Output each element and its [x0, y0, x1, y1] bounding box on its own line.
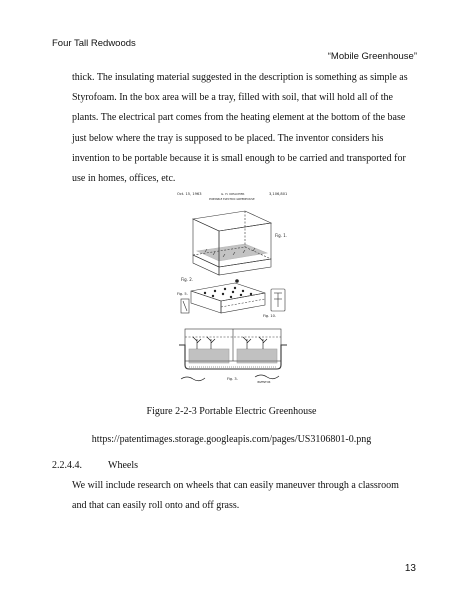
fig-label: Fig. 5.	[177, 292, 188, 296]
running-header-right: “Mobile Greenhouse”	[327, 51, 417, 62]
figure-source-url: https://patentimages.storage.googleapis.com/pages/US3106801-0.png	[91, 434, 372, 445]
fig-label: Fig. 2.	[181, 277, 194, 282]
paragraph-line: invention to be portable because it is small enough to be carried and transported for	[72, 152, 406, 164]
paragraph-line: and that can easily roll onto and off grass.	[72, 500, 240, 512]
patent-inventor: G. H. KIEACHER	[221, 192, 245, 196]
fig-label: Fig. 10.	[263, 314, 277, 318]
patent-number: 3,106,801	[269, 192, 288, 196]
fig-5-drawing	[177, 292, 189, 313]
patent-drawing	[175, 189, 291, 389]
fig-3-drawing	[179, 329, 287, 381]
paragraph-line: plants. The electrical part comes from the heating element at the bottom of the base	[72, 112, 406, 124]
figure-caption: Figure 2-2-3 Portable Electric Greenhouse	[146, 406, 317, 417]
section-number: 2.2.4.4.	[52, 460, 82, 471]
paragraph-line: thick. The insulating material suggested in the description is something as simple as	[72, 72, 408, 83]
section-title: Wheels	[108, 460, 138, 471]
page-number: 13	[404, 563, 416, 574]
inventor-label: INVENTOR	[257, 381, 271, 384]
fig-2-drawing	[181, 277, 265, 313]
section-paragraph	[72, 476, 399, 516]
running-header-left: Four Tall Redwoods	[52, 38, 136, 49]
body-paragraph	[72, 68, 408, 189]
patent-date: Oct. 15, 1963	[177, 192, 202, 196]
paragraph-line: use in homes, offices, etc.	[72, 173, 176, 185]
inventor-signature	[255, 375, 279, 379]
fig-label: Fig. 3.	[227, 377, 238, 381]
paragraph-line: We will include research on wheels that can easily maneuver through a classroom	[72, 480, 399, 491]
fig-1-drawing	[193, 211, 287, 275]
paragraph-line: Styrofoam. In the box area will be a tray, filled with soil, that will hold all of the	[72, 92, 393, 104]
fig-10-drawing	[263, 289, 285, 318]
paragraph-line: just below where the tray is supposed to be placed. The inventor considers his	[72, 132, 384, 144]
patent-subtitle: PORTABLE ELECTRIC GREENHOUSE	[209, 198, 255, 201]
witness-signature	[181, 377, 205, 381]
fig-label: Fig. 1.	[275, 233, 288, 238]
